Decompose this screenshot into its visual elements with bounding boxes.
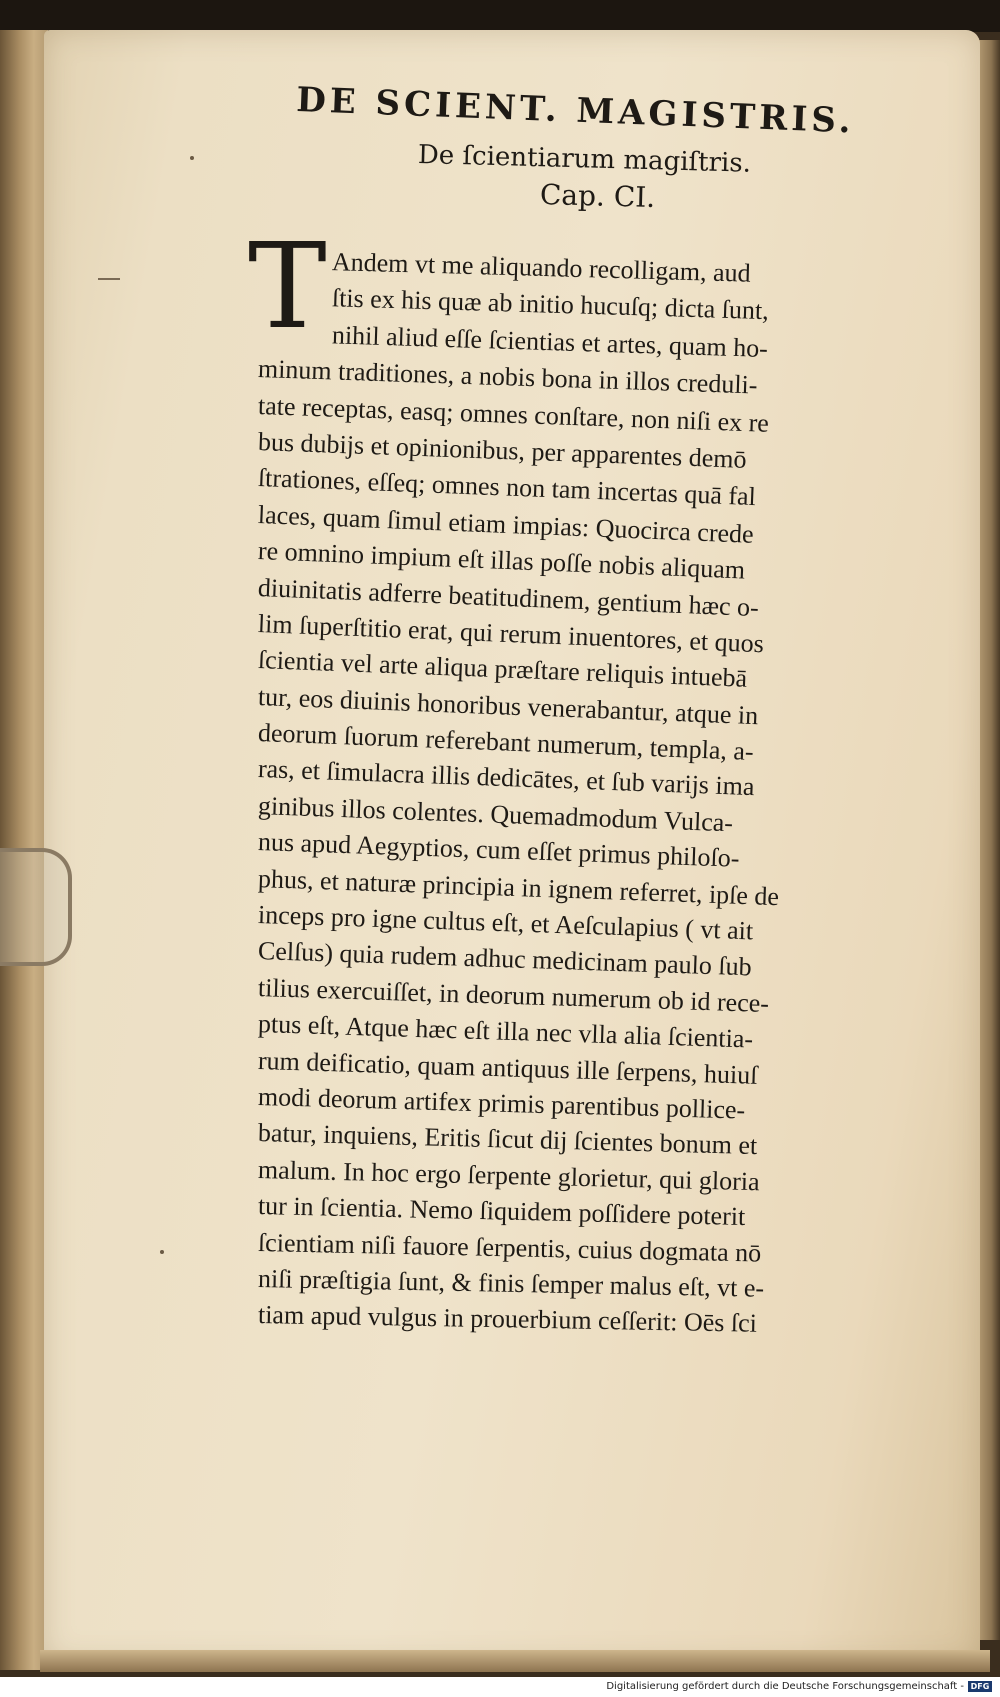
book-top-edge bbox=[0, 0, 1000, 32]
text-line: tiam apud vulgus in prouerbium ceſſerit: Oēs ſci bbox=[257, 1300, 758, 1339]
text-line: tate receptas, easq; omnes conſtare, non niſi ex re bbox=[257, 390, 770, 438]
text-line: nus apud Aegyptios, cum eſſet primus philoſo- bbox=[257, 827, 740, 874]
margin-mark bbox=[98, 278, 120, 280]
text-line: tilius exercuiſſet, in deorum numerum ob id rece- bbox=[257, 972, 770, 1018]
dfg-logo: DFG bbox=[968, 1681, 992, 1692]
chapter-number: Cap. CI. bbox=[539, 178, 656, 215]
text-line: lim ſuperſtitio erat, qui rerum inuentores, et quos bbox=[257, 608, 765, 659]
text-line: Celſus) quia rudem adhuc medicinam paulo ſub bbox=[257, 936, 753, 982]
chapter-title: De ſcientiarum magiſtris. bbox=[417, 140, 752, 179]
text-line: modi deorum artifex primis parentibus pollice- bbox=[257, 1081, 746, 1125]
text-line: ſcientia vel arte aliqua præſtare reliquis intuebā bbox=[257, 645, 748, 694]
text-line: minum traditiones, a nobis bona in illos creduli- bbox=[257, 354, 758, 400]
text-line: bus dubijs et opinionibus, per apparentes demō bbox=[257, 426, 748, 474]
text-line: malum. In hoc ergo ſerpente glorietur, qui gloria bbox=[257, 1154, 760, 1197]
text-line: Andem vt me aliquando recolligam, aud bbox=[331, 247, 752, 288]
text-line: ptus eſt, Atque hæc eſt illa nec vlla alia ſcientia- bbox=[257, 1009, 754, 1054]
text-line: re omnino impium eſt illas poſſe nobis aliquam bbox=[257, 536, 746, 585]
text-line: niſi præſtigia ſunt, & finis ſemper malus eſt, vt e- bbox=[257, 1263, 765, 1303]
text-line: nihil aliud eſſe ſcientias et artes, quam ho- bbox=[331, 320, 769, 363]
drop-cap: T bbox=[248, 217, 327, 355]
book-fore-edge bbox=[978, 40, 1000, 1640]
text-line: diuinitatis adferre beatitudinem, gentium hæc o- bbox=[257, 572, 760, 622]
text-line: phus, et naturæ principia in ignem referret, ipſe de bbox=[257, 863, 780, 911]
text-line: tur in ſcientia. Nemo ſiquidem poſſidere poterit bbox=[257, 1191, 746, 1232]
footer-credit: Digitalisierung gefördert durch die Deutsche Forschungsgemeinschaft - bbox=[606, 1681, 964, 1692]
digitization-footer bbox=[0, 1677, 1000, 1697]
text-line: ginibus illos colentes. Quemadmodum Vulca- bbox=[257, 790, 734, 838]
text-line: batur, inquiens, Eritis ſicut dij ſcientes bonum et bbox=[257, 1118, 758, 1161]
text-line: ſtrationes, eſſeq; omnes non tam incertas quā fal bbox=[257, 463, 757, 512]
text-line: rum deificatio, quam antiquus ille ſerpens, huiuſ bbox=[257, 1045, 758, 1090]
text-line: ſcientiam niſi fauore ſerpentis, cuius dogmata nō bbox=[257, 1227, 762, 1268]
ink-speck bbox=[190, 156, 194, 160]
text-line: tur, eos diuinis honoribus venerabantur, atque in bbox=[257, 681, 759, 730]
body-text bbox=[257, 242, 948, 1339]
text-line: inceps pro igne cultus eſt, et Aeſculapius ( vt ait bbox=[257, 900, 754, 946]
text-line: laces, quam ſimul etiam impias: Quocirca crede bbox=[257, 499, 755, 549]
ink-speck bbox=[160, 1250, 164, 1254]
book-clasp bbox=[0, 848, 72, 966]
running-head: DE SCIENT. MAGISTRIS. bbox=[295, 80, 856, 142]
text-line: ras, et ſimulacra illis dedicātes, et ſub varijs ima bbox=[257, 754, 755, 802]
text-line: deorum ſuorum referebant numerum, templa, a- bbox=[257, 718, 755, 767]
book-bottom-edge bbox=[40, 1650, 990, 1672]
text-line: ſtis ex his quæ ab initio hucuſq; dicta ſunt, bbox=[331, 283, 770, 326]
